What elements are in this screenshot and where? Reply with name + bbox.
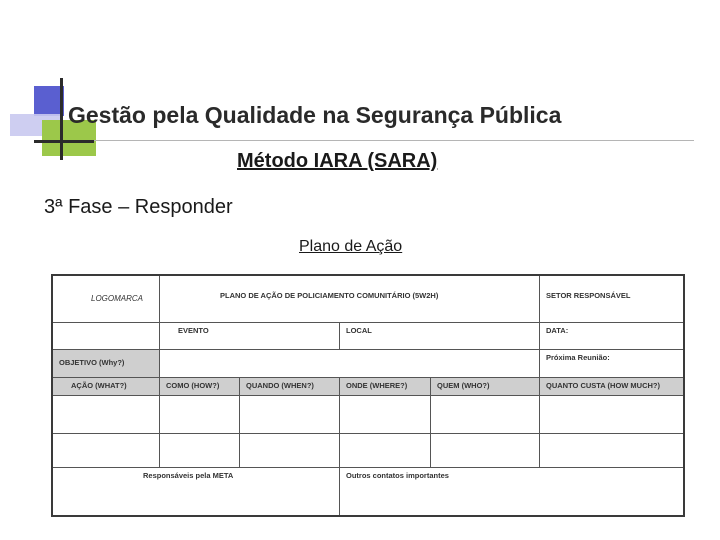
- table-cell: [240, 434, 340, 468]
- col-header-what: AÇÃO (WHAT?): [53, 378, 160, 396]
- form-objective: OBJETIVO (Why?): [53, 350, 160, 378]
- table-cell: [53, 396, 160, 434]
- col-header-who: QUEM (WHO?): [431, 378, 540, 396]
- table-cell: [340, 434, 431, 468]
- table-cell: [431, 396, 540, 434]
- slide-title: Gestão pela Qualidade na Segurança Pública: [68, 102, 562, 128]
- action-plan-form: [51, 274, 685, 517]
- decor-horizontal-line: [34, 140, 94, 143]
- table-cell: [160, 396, 240, 434]
- table-cell: [431, 434, 540, 468]
- phase-label: 3ª Fase – Responder: [44, 196, 233, 218]
- form-objective-value: [160, 350, 540, 378]
- decor-vertical-line: [60, 78, 63, 160]
- form-sector: SETOR RESPONSÁVEL: [540, 276, 683, 323]
- col-header-how: COMO (HOW?): [160, 378, 240, 396]
- col-header-when: QUANDO (WHEN?): [240, 378, 340, 396]
- table-cell: [540, 434, 683, 468]
- title-divider: [34, 140, 694, 141]
- form-empty-cell: [53, 323, 160, 350]
- form-logo: LOGOMARCA: [53, 276, 160, 323]
- form-responsible: Responsáveis pela META: [53, 468, 340, 515]
- form-local: LOCAL: [340, 323, 540, 350]
- slide-subtitle: Método IARA (SARA): [237, 150, 438, 172]
- form-event: EVENTO: [160, 323, 340, 350]
- form-date: DATA:: [540, 323, 683, 350]
- form-contacts: Outros contatos importantes: [346, 471, 449, 480]
- col-header-where: ONDE (WHERE?): [340, 378, 431, 396]
- table-cell: [540, 396, 683, 434]
- table-cell: [53, 434, 160, 468]
- table-cell: [160, 434, 240, 468]
- section-label: Plano de Ação: [299, 238, 403, 255]
- table-cell: [340, 396, 431, 434]
- table-cell: [240, 396, 340, 434]
- form-plan-title: PLANO DE AÇÃO DE POLICIAMENTO COMUNITÁRIO (5W2H): [160, 276, 540, 323]
- form-next-meeting: Próxima Reunião:: [540, 350, 683, 378]
- col-header-how-much: QUANTO CUSTA (HOW MUCH?): [540, 378, 683, 396]
